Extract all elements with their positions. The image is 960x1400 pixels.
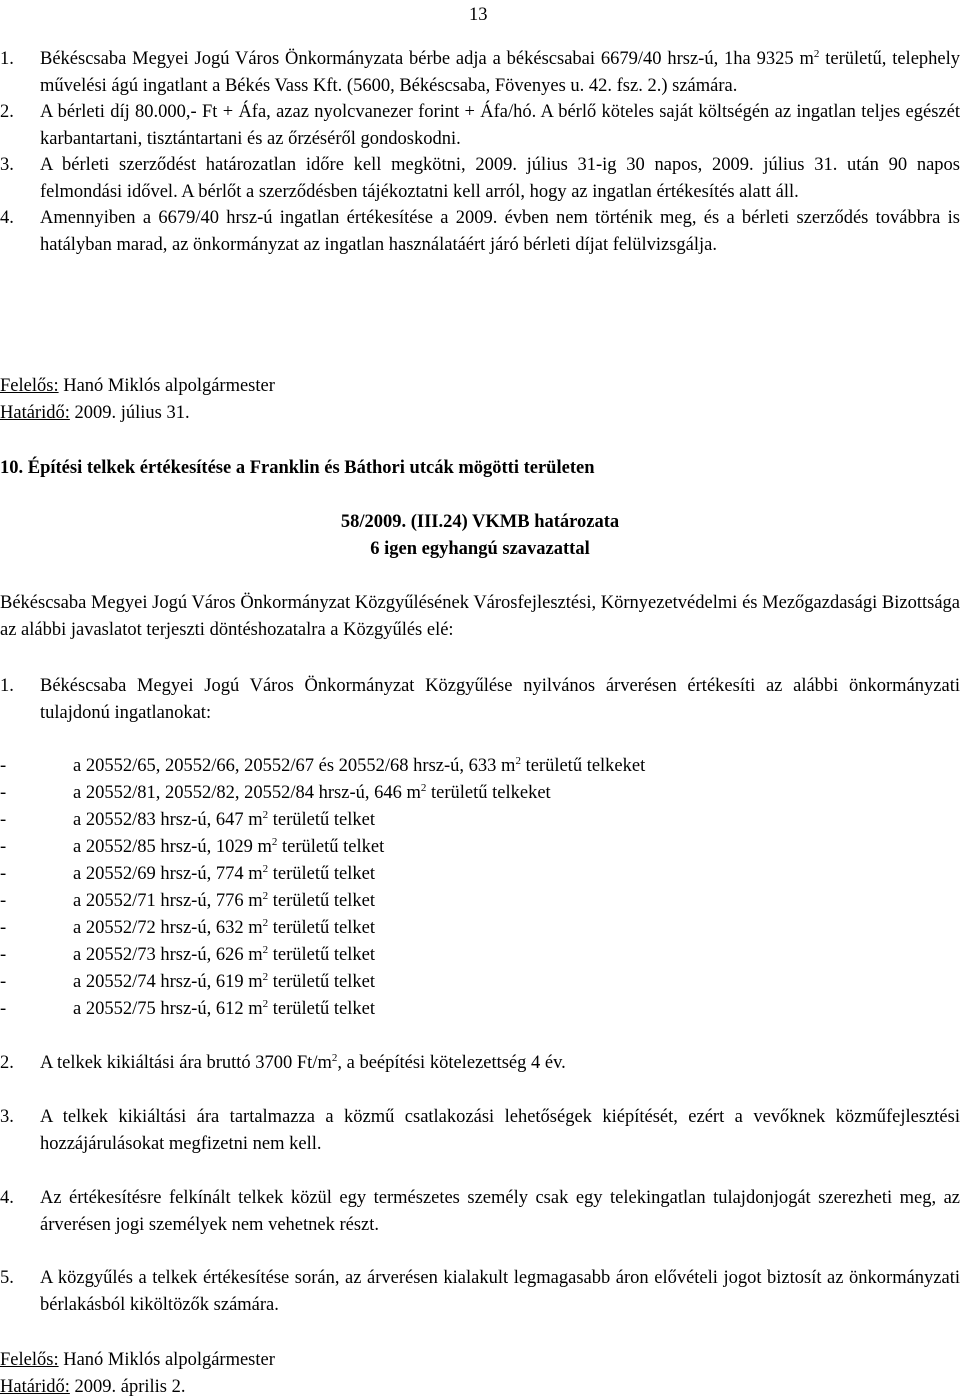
resolution-id: 58/2009. (III.24) VKMB határozata bbox=[340, 512, 620, 532]
list-item bbox=[0, 46, 960, 99]
page-number: 13 bbox=[469, 5, 488, 25]
intro-paragraph: Békéscsaba Megyei Jogú Város Önkormányzat Közgyűlésének Városfejlesztési, Környezetvédelmi és Mezőgazdasági Bizottsága az alábbi javaslatot terjeszti döntéshozatalra a Közgyűlés elé: bbox=[0, 593, 960, 640]
item-text: Amennyiben a 6679/40 hrsz-ú ingatlan értékesítése a 2009. évben nem történik meg, és a bérleti szerződés továbbra is hatályban marad, az önkormányzat az ingatlan használatáért járó bérleti díjat felülvizsgálja. bbox=[40, 208, 960, 255]
item-number: 2. bbox=[0, 1053, 14, 1073]
item-number: 4. bbox=[0, 1188, 14, 1208]
item-text: A közgyűlés a telkek értékesítése során, az árverésen kialakult legmagasabb áron elővételi jogot biztosít az önkormányzati bérlakásból kiköltözők számára. bbox=[40, 1268, 960, 1315]
resolution-vote: 6 igen egyhangú szavazattal bbox=[370, 538, 590, 559]
proposal-item-4 bbox=[0, 1185, 960, 1238]
list-item: - a 20552/71 hrsz-ú, 776 $m^2$ területű telket bbox=[0, 890, 375, 911]
item-text: A bérleti szerződést határozatlan időre kell megkötni, 2009. július 31-ig 30 napos, 2009. július 31. után 90 napos felmondási idővel. A bérlőt a szerződésben tájékoztatni kell arról, hogy az ingatlan értékesítés alatt áll. bbox=[40, 155, 960, 202]
item-text: A bérleti díj 80.000,- Ft + Áfa, azaz nyolcvanezer forint + Áfa/hó. A bérlő köteles saját költségén az ingatlan teljes egészét karbantartani, tisztántartani és az őrzéséről gondoskodni. bbox=[40, 102, 960, 149]
item-number: 2. bbox=[0, 102, 14, 122]
item-text: A telkek kikiáltási ára tartalmazza a közmű csatlakozási lehetőségek kiépítését, ezért a vevőknek közműfejlesztési hozzájárulásokat megfizetni nem kell. bbox=[40, 1107, 960, 1154]
list-item: - a 20552/75 hrsz-ú, 612 $m^2$ területű telket bbox=[0, 998, 375, 1019]
responsible-block-1 bbox=[0, 373, 275, 426]
list-item: - a 20552/83 hrsz-ú, 647 $m^2$ területű telket bbox=[0, 809, 375, 830]
responsible-line: Felelős: Hanó Miklós alpolgármester bbox=[0, 376, 275, 396]
deadline-line: Határidő: 2009. július 31. bbox=[0, 402, 190, 423]
parcel-list bbox=[0, 753, 960, 1023]
item-text: Az értékesítésre felkínált telkek közül egy természetes személy csak egy telekingatlan tulajdonjogát szerezheti meg, az árverésen jogi személyek nem vehetnek részt. bbox=[40, 1188, 960, 1235]
item-text: Békéscsaba Megyei Jogú Város Önkormányzata bérbe adja a békéscsabai 6679/40 hrsz-ú, 1ha 9325 $m^2$ területű, telephely művelési ágú ingatlant a Békés Vass Kft. (5600, Békéscsaba, Fövenyes u. 42. fsz. 2.) számára. bbox=[40, 48, 960, 96]
section-heading bbox=[0, 455, 594, 482]
proposal-item-2 bbox=[0, 1050, 960, 1077]
resolution-header bbox=[0, 509, 960, 562]
item-number: 5. bbox=[0, 1268, 14, 1288]
responsible-block-2 bbox=[0, 1347, 275, 1400]
list-item: - a 20552/69 hrsz-ú, 774 $m^2$ területű telket bbox=[0, 863, 375, 884]
list-item: - a 20552/65, 20552/66, 20552/67 és 20552/68 hrsz-ú, 633 $m^2$ területű telkeket bbox=[0, 755, 646, 776]
deadline-line: Határidő: 2009. április 2. bbox=[0, 1376, 186, 1397]
list-item: - a 20552/73 hrsz-ú, 626 $m^2$ területű telket bbox=[0, 944, 375, 965]
top-items-list bbox=[0, 46, 960, 258]
section-title: Építési telkek értékesítése a Franklin és Báthori utcák mögötti területen bbox=[27, 458, 595, 478]
list-item: - a 20552/85 hrsz-ú, 1029 $m^2$ területű telket bbox=[0, 836, 385, 857]
item-number: 3. bbox=[0, 1107, 14, 1127]
item-number: 4. bbox=[0, 208, 14, 228]
list-item bbox=[0, 99, 960, 152]
proposal-item-1 bbox=[0, 673, 960, 726]
list-item: - a 20552/72 hrsz-ú, 632 $m^2$ területű telket bbox=[0, 917, 375, 938]
list-item: - a 20552/81, 20552/82, 20552/84 hrsz-ú, 646 $m^2$ területű telkeket bbox=[0, 782, 551, 803]
proposal-item-5 bbox=[0, 1265, 960, 1318]
list-item bbox=[0, 152, 960, 205]
item-number: 1. bbox=[0, 49, 14, 69]
proposal-item-3 bbox=[0, 1104, 960, 1157]
item-text: A telkek kikiáltási ára bruttó 3700 $Ft/m^2$, a beépítési kötelezettség 4 év. bbox=[40, 1052, 566, 1073]
responsible-line: Felelős: Hanó Miklós alpolgármester bbox=[0, 1350, 275, 1370]
item-text: Békéscsaba Megyei Jogú Város Önkormányzat Közgyűlése nyilvános árverésen értékesíti az alábbi önkormányzati tulajdonú ingatlanokat: bbox=[40, 676, 960, 723]
list-item: - a 20552/74 hrsz-ú, 619 $m^2$ területű telket bbox=[0, 971, 375, 992]
item-number: 3. bbox=[0, 155, 14, 175]
section-number: 10. bbox=[0, 458, 24, 478]
item-number: 1. bbox=[0, 676, 14, 696]
list-item bbox=[0, 205, 960, 258]
